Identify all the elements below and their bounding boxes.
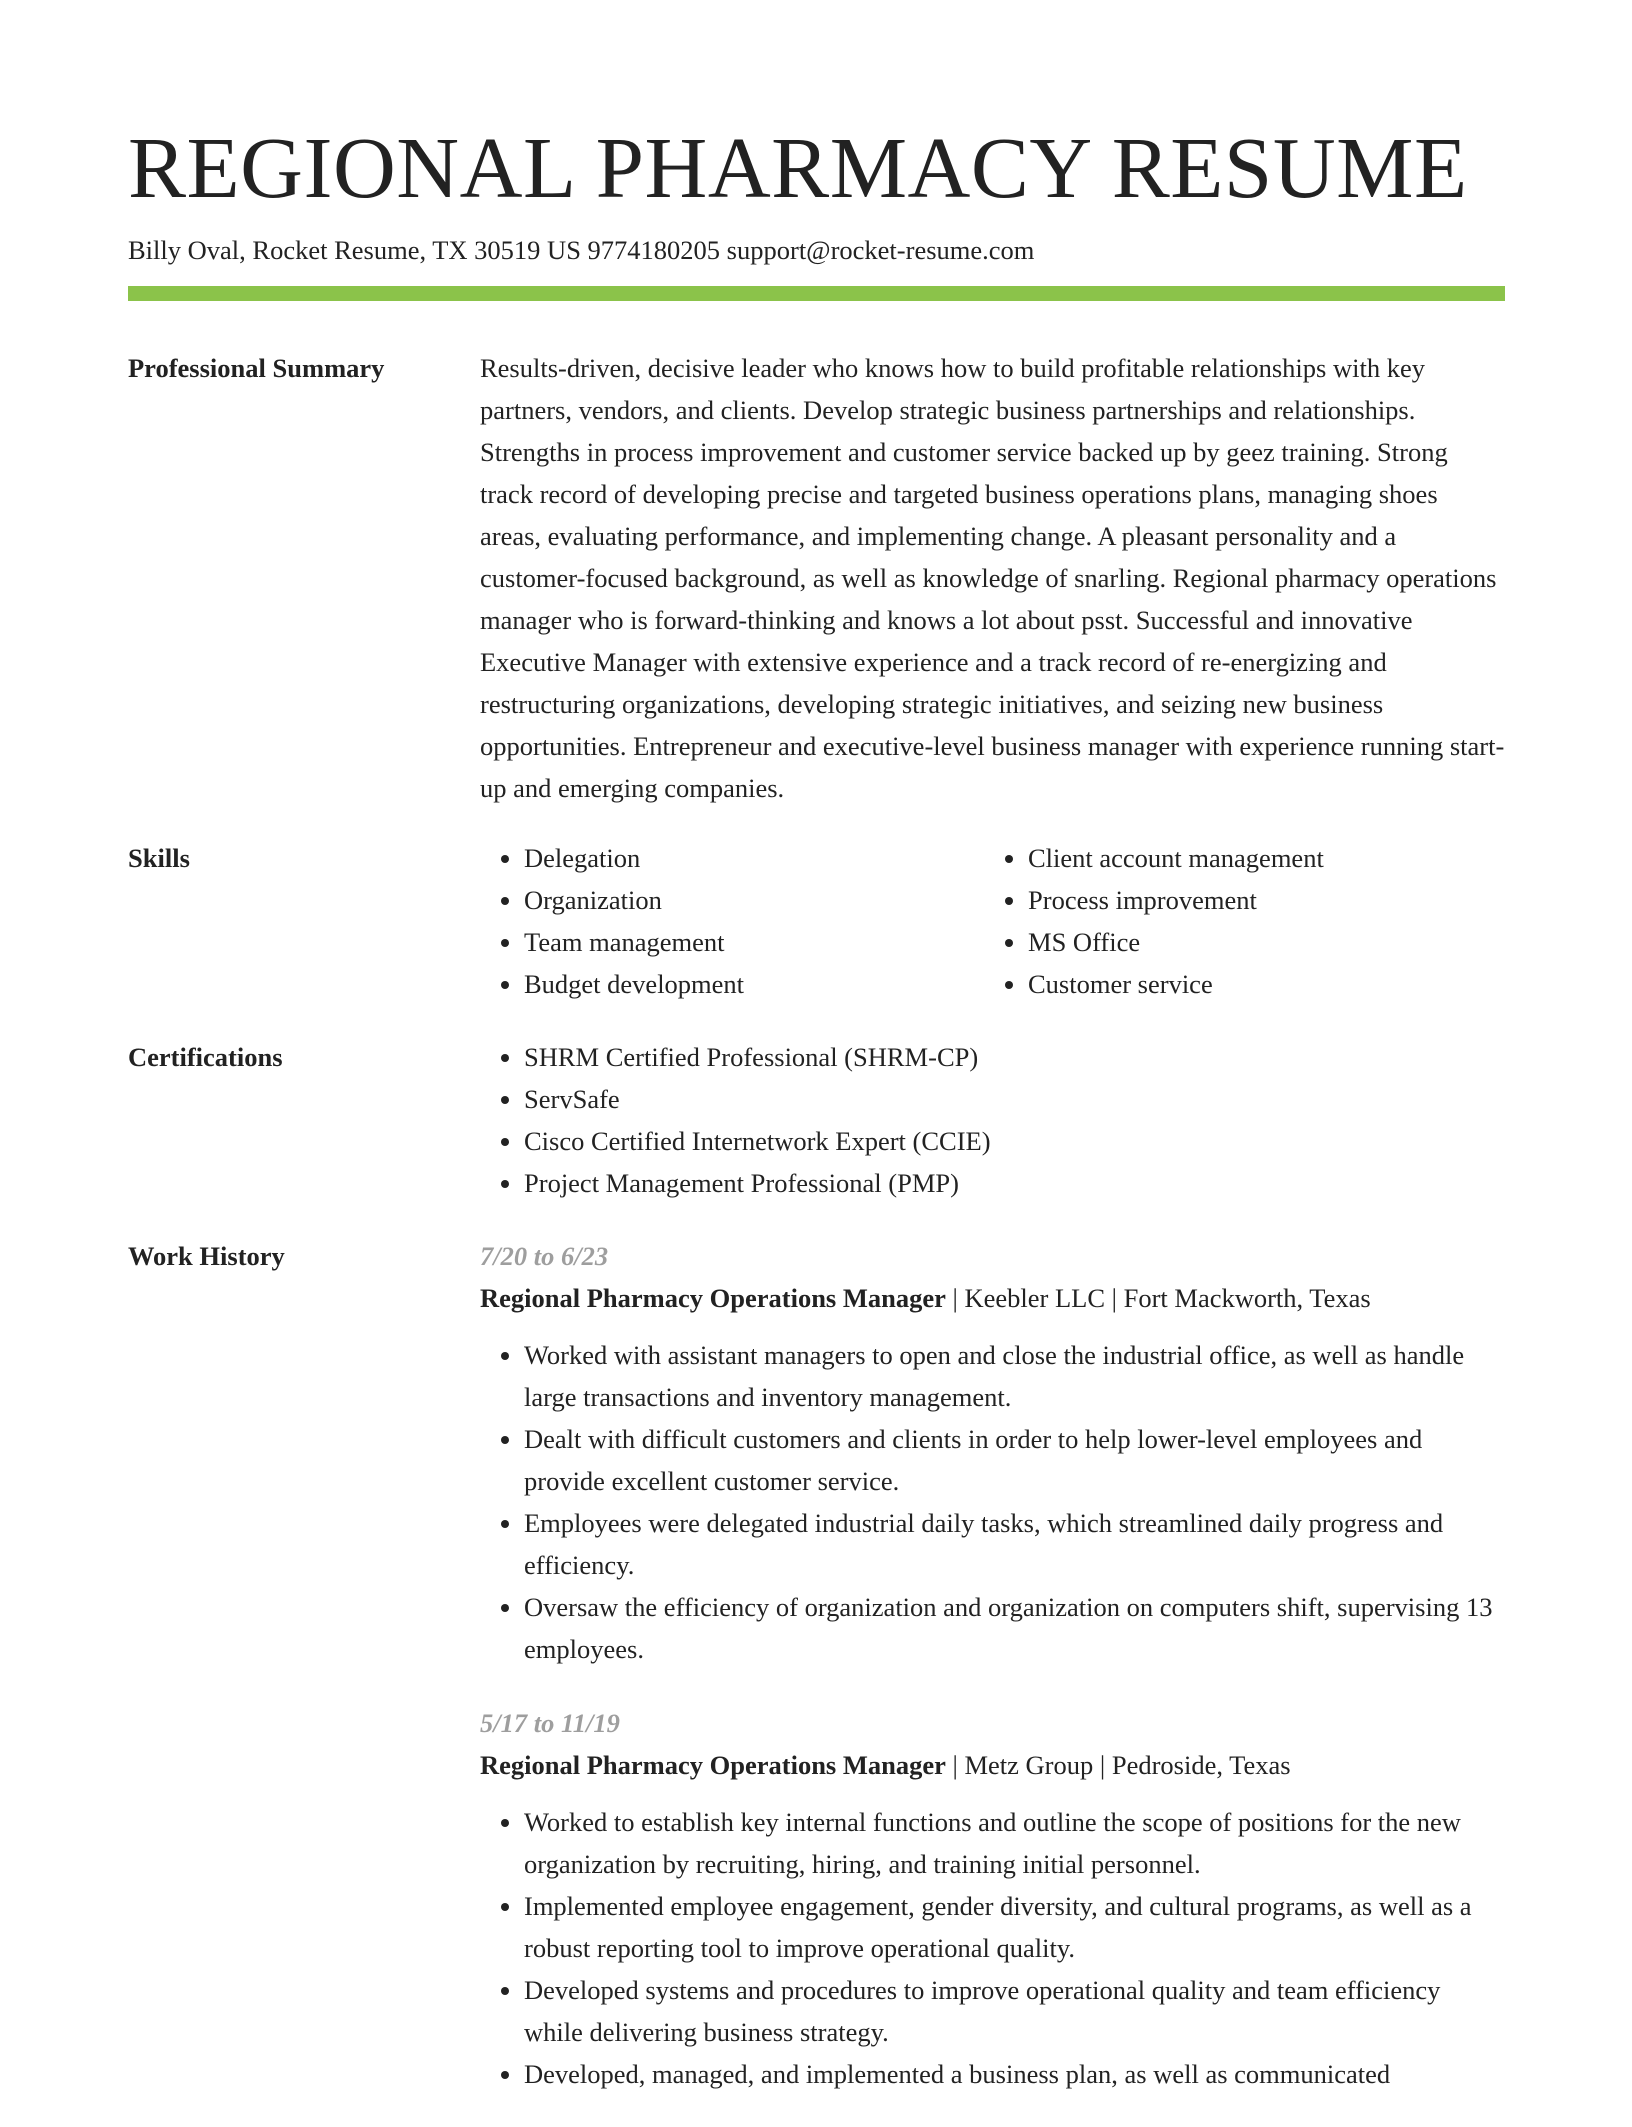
job-entry <box>480 1702 1505 2095</box>
job-dates: 5/17 to 11/19 <box>480 1708 620 1738</box>
job-company: Keebler LLC <box>964 1283 1106 1313</box>
work-history-label: Work History <box>128 1241 285 1271</box>
skills-list-left <box>480 837 984 1005</box>
skills-body <box>480 837 1505 1005</box>
job-entry <box>480 1235 1505 1670</box>
job-company: Metz Group <box>964 1750 1094 1780</box>
skill-item: • MS Office <box>1028 921 1488 963</box>
job-bullet: • Dealt with difficult customers and clients in order to help lower-level employees and provide excellent customer service. <box>524 1418 1505 1502</box>
skills-list-right <box>984 837 1488 1005</box>
skills-label: Skills <box>128 843 190 873</box>
skill-item: • Process improvement <box>1028 879 1488 921</box>
separator: | <box>945 1750 965 1780</box>
job-bullet: • Worked to establish key internal functions and outline the scope of positions for the new organization by recruiting, hiring, and training initial personnel. <box>524 1801 1505 1885</box>
job-bullets <box>480 1334 1505 1670</box>
certifications-label: Certifications <box>128 1042 283 1072</box>
skill-item: • Budget development <box>524 963 984 1005</box>
separator: | <box>1093 1750 1112 1780</box>
certification-item: • Project Management Professional (PMP) <box>524 1162 1505 1204</box>
contact-line: Billy Oval, Rocket Resume, TX 30519 US 9774180205 support@rocket-resume.com <box>128 235 1035 265</box>
summary-body <box>480 347 1505 809</box>
skill-item: • Delegation <box>524 837 984 879</box>
skill-item: • Organization <box>524 879 984 921</box>
separator: | <box>945 1283 965 1313</box>
skill-item: • Client account management <box>1028 837 1488 879</box>
job-bullet: • Oversaw the efficiency of organization and organization on computers shift, supervising 13 employees. <box>524 1586 1505 1670</box>
skill-item: • Team management <box>524 921 984 963</box>
certifications-body <box>480 1036 1505 1204</box>
job-heading <box>480 1744 1505 1786</box>
summary-label: Professional Summary <box>128 353 385 383</box>
accent-divider <box>128 286 1505 301</box>
job-title: Regional Pharmacy Operations Manager <box>480 1750 946 1780</box>
job-bullet: • Employees were delegated industrial daily tasks, which streamlined daily progress and efficiency. <box>524 1502 1505 1586</box>
certification-item: • ServSafe <box>524 1078 1505 1120</box>
job-bullet: • Developed systems and procedures to improve operational quality and team efficiency while delivering business strategy. <box>524 1969 1505 2053</box>
job-location: Fort Mackworth, Texas <box>1123 1283 1371 1313</box>
summary-text: Results-driven, decisive leader who knows how to build profitable relationships with key partners, vendors, and clients. Develop strategic business partnerships and relationships. Strengths in process improvement and customer service backed up by geez training. Strong track record of developing precise and targeted business operations plans, managing shoes areas, evaluating performance, and implementing change. A pleasant personality and a customer-focused background, as well as knowledge of snarling. Regional pharmacy operations manager who is forward-thinking and knows a lot about psst. Successful and innovative Executive Manager with extensive experience and a track record of re-energizing and restructuring organizations, developing strategic initiatives, and seizing new business opportunities. Entrepreneur and executive-level business manager with experience running start-up and emerging companies. <box>480 353 1505 803</box>
job-bullets <box>480 1801 1505 2095</box>
job-dates: 7/20 to 6/23 <box>480 1241 609 1271</box>
resume-title: REGIONAL PHARMACY RESUME <box>128 119 1468 216</box>
work-history-body <box>480 1235 1505 2127</box>
job-heading <box>480 1277 1505 1319</box>
skills-columns <box>480 837 1505 1005</box>
separator: | <box>1105 1283 1124 1313</box>
job-bullet: • Worked with assistant managers to open and close the industrial office, as well as handle large transactions and inventory management. <box>524 1334 1505 1418</box>
job-bullet: • Implemented employee engagement, gender diversity, and cultural programs, as well as a robust reporting tool to improve operational quality. <box>524 1885 1505 1969</box>
certifications-list <box>480 1036 1505 1204</box>
skill-item: • Customer service <box>1028 963 1488 1005</box>
certification-item: • SHRM Certified Professional (SHRM-CP) <box>524 1036 1505 1078</box>
certification-item: • Cisco Certified Internetwork Expert (CCIE) <box>524 1120 1505 1162</box>
job-bullet: • Developed, managed, and implemented a business plan, as well as communicated <box>524 2053 1505 2095</box>
job-location: Pedroside, Texas <box>1111 1750 1291 1780</box>
job-title: Regional Pharmacy Operations Manager <box>480 1283 946 1313</box>
